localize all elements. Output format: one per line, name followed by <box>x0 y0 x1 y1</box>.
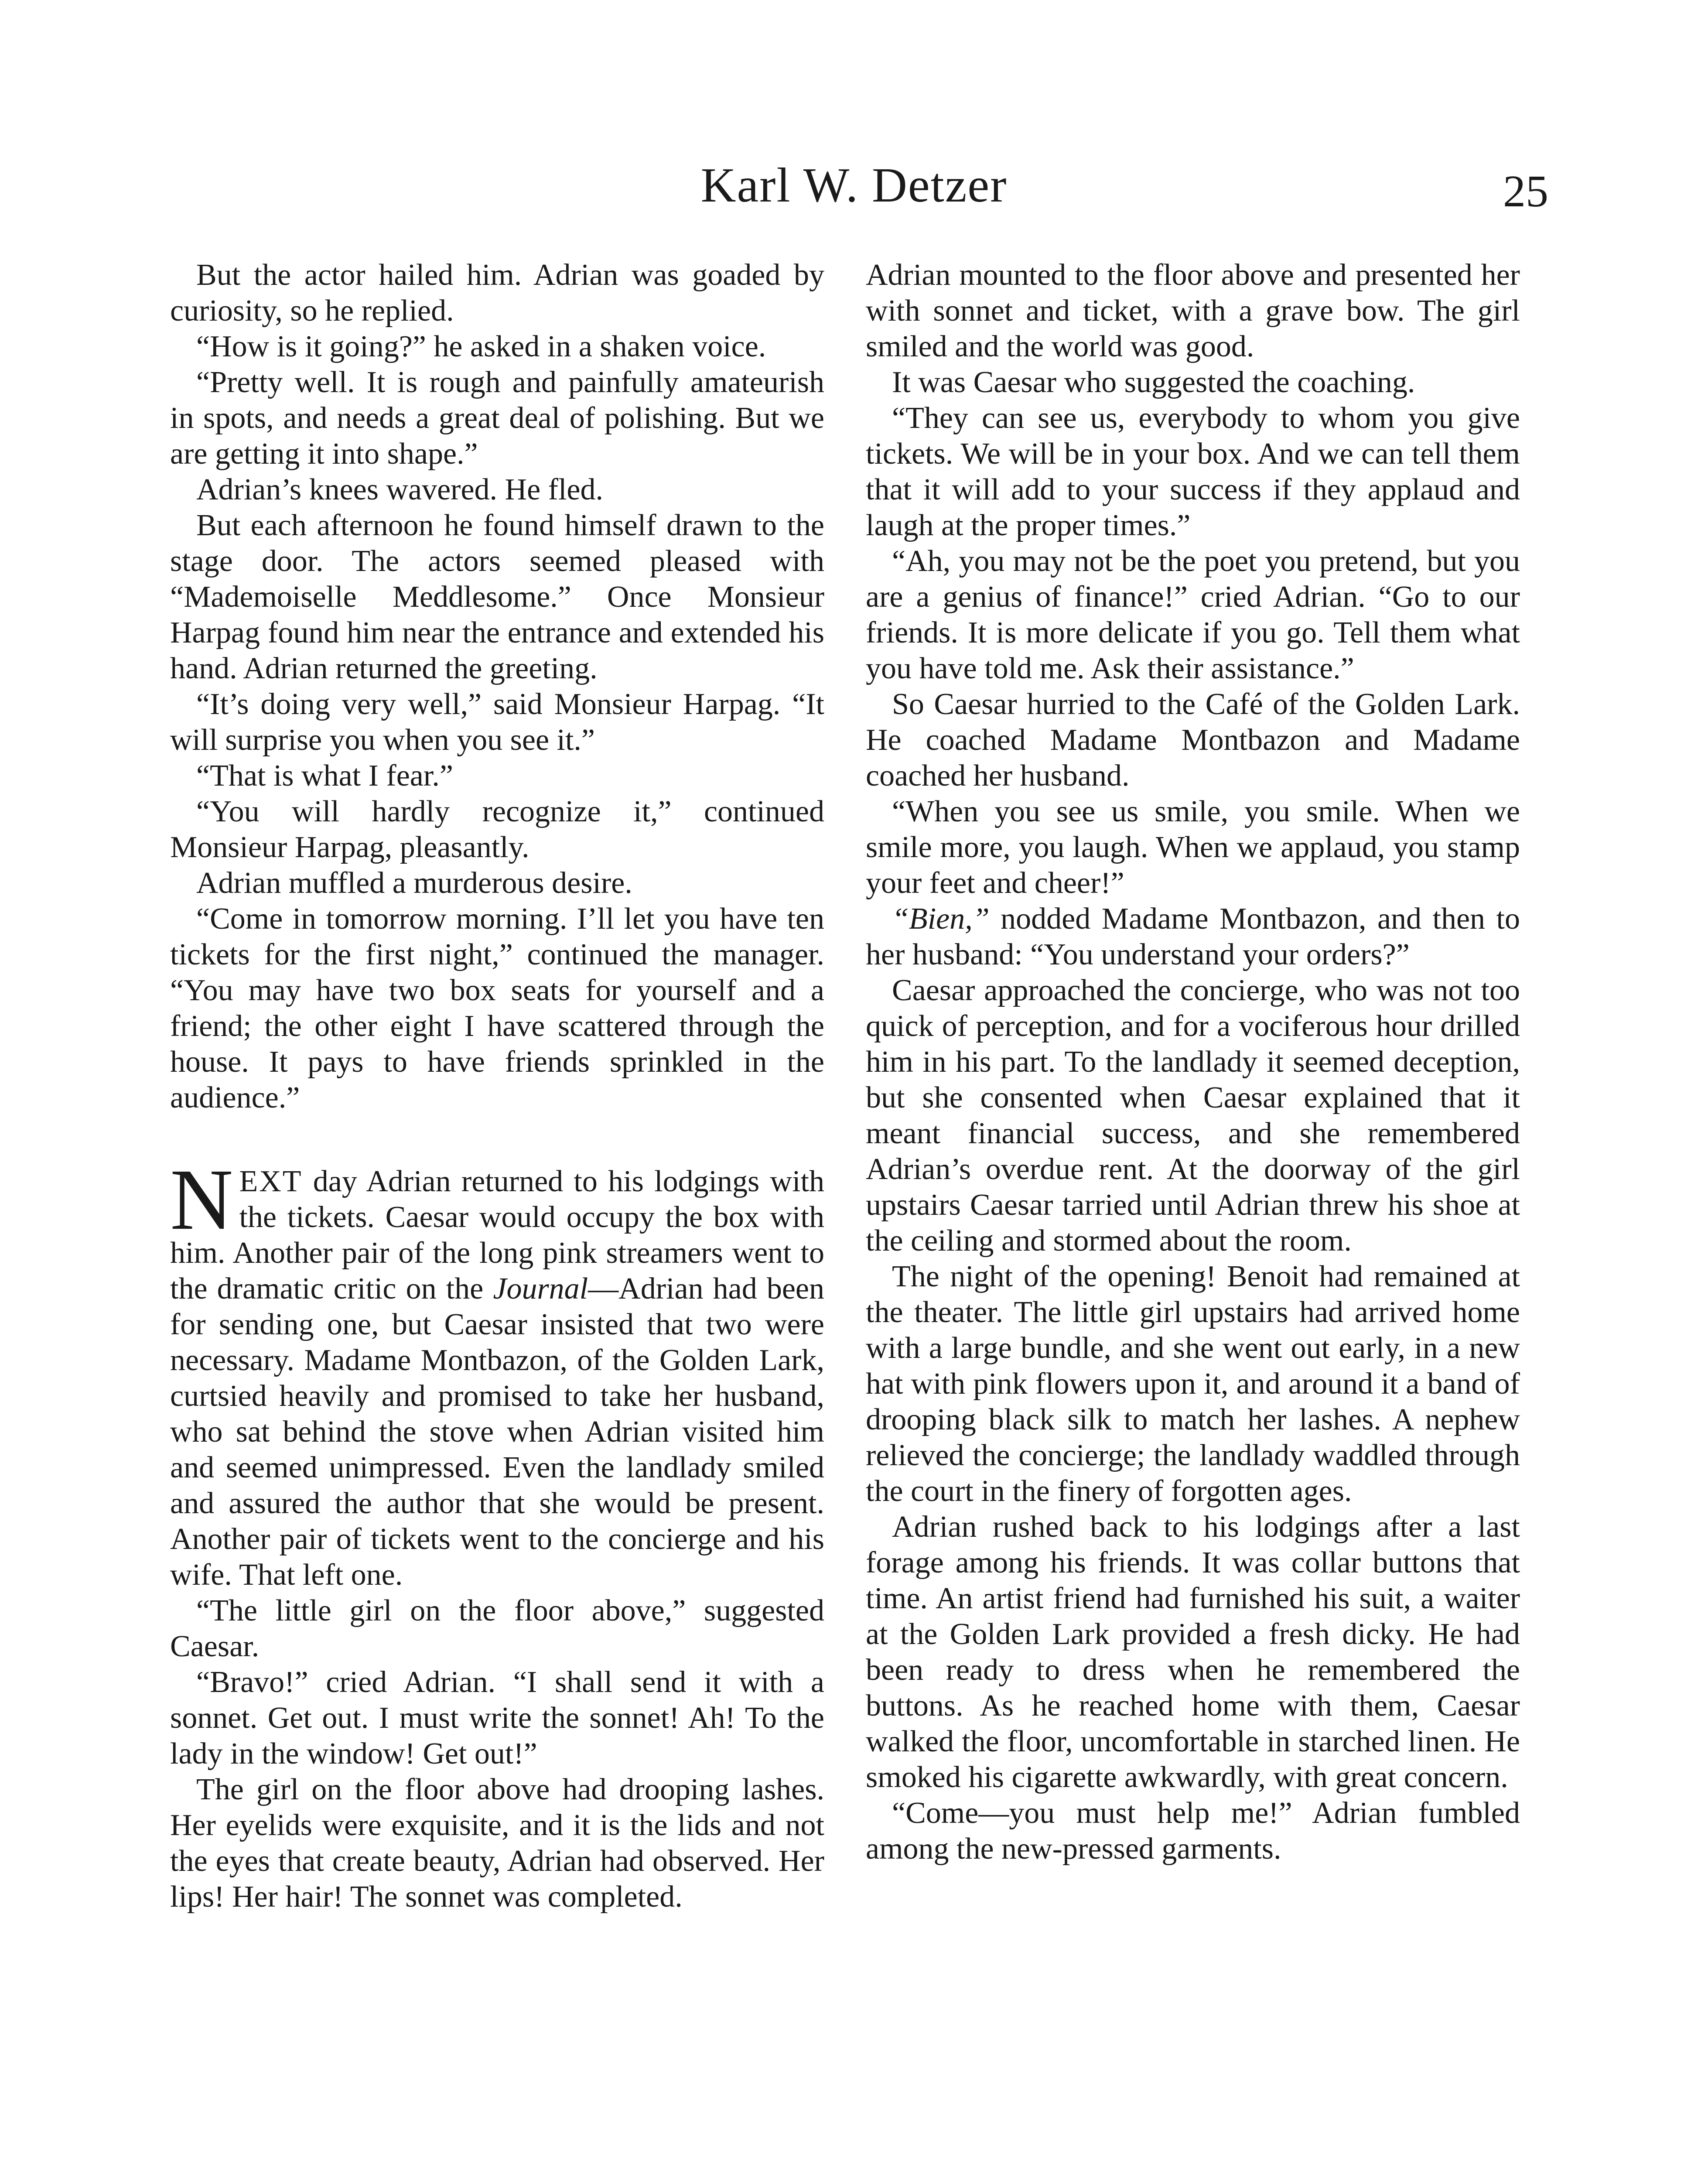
paragraph: “You will hardly recognize it,” continued Monsieur Harpag, pleasantly. <box>170 795 824 864</box>
paragraph-text: —Adrian had been for sending one, but Caesar insisted that two were necessary. Madame Montbazon, of the Golden Lark, curtsied heavily and promised to take her husband, who sat behind the stove when Adrian visited him and seemed unimpressed. Even the landlady smiled and assured the author that she would be present. Another pair of tickets went to the concierge and his wife. That left one. <box>170 1272 824 1592</box>
paragraph: “They can see us, everybody to whom you give tickets. We will be in your box. And we can tell them that it will add to your success if they applaud and laugh at the proper times.” <box>866 401 1520 542</box>
paragraph: Adrian muffled a murderous desire. <box>196 866 632 900</box>
paragraph: It was Caesar who suggested the coaching. <box>892 366 1415 399</box>
section-opening-paragraph <box>170 1152 824 1593</box>
paragraph: “It’s doing very well,” said Monsieur Harpag. “It will surprise you when you see it.” <box>170 687 824 757</box>
journal-title: Journal <box>493 1272 588 1306</box>
paragraph: Caesar approached the concierge, who was not too quick of perception, and for a vociferous hour drilled him in his part. To the landlady it seemed deception, but she consented when Caesar explained that it meant financial success, and she remembered Adrian’s overdue rent. At the doorway of the girl upstairs Caesar tarried until Adrian threw his shoe at the ceiling and stormed about the room. <box>866 974 1520 1258</box>
paragraph: But each afternoon he found himself drawn to the stage door. The actors seemed pleased with “Mademoiselle Meddlesome.” Once Monsieur Harpag found him near the entrance and extended his hand. Adrian returned the greeting. <box>170 509 824 685</box>
paragraph-continued: Adrian mounted to the floor above and presented her with sonnet and ticket, with a grave bow. The girl smiled and the world was good. <box>866 258 1520 363</box>
paragraph: The night of the opening! Benoit had remained at the theater. The little girl upstairs had arrived home with a large bundle, and she went out early, in a new hat with pink flowers upon it, and around it a band of drooping black silk to match her lashes. A nephew relieved the concierge; the landlady waddled through the court in the finery of forgotten ages. <box>866 1260 1520 1508</box>
paragraph-text: day Adrian returned to his lodgings with the tickets. Caesar would occupy the box with him. Another pair of the long pink streamers went to the dramatic critic on the <box>170 1165 824 1306</box>
paragraph: “Come in tomorrow morning. I’ll let you have ten tickets for the first night,” continued the manager. “You may have two box seats for yourself and a friend; the other eight I have scattered through the house. It pays to have friends sprinkled in the audience.” <box>170 902 824 1114</box>
paragraph: “When you see us smile, you smile. When we smile more, you laugh. When we applaud, you stamp your feet and cheer!” <box>866 795 1520 900</box>
paragraph-text: nodded Madame Montbazon, and then to her husband: “You understand your orders?” <box>866 902 1520 971</box>
paragraph: “How is it going?” he asked in a shaken voice. <box>196 330 766 363</box>
paragraph: So Caesar hurried to the Café of the Golden Lark. He coached Madame Montbazon and Madame coached her husband. <box>866 687 1520 793</box>
paragraph: Adrian rushed back to his lodgings after a last forage among his friends. It was collar buttons that time. An artist friend had furnished his suit, a waiter at the Golden Lark provided a fresh dicky. He had been ready to dress when he remembered the buttons. As he reached home with them, Caesar walked the floor, uncomfortable in starched linen. He smoked his cigarette awkwardly, with great concern. <box>866 1510 1520 1794</box>
paragraph: “Ah, you may not be the poet you pretend, but you are a genius of finance!” cried Adrian. “Go to our friends. It is more delicate if you go. Tell them what you have told me. Ask their assistance.” <box>866 544 1520 685</box>
page-number: 25 <box>1503 166 1548 216</box>
right-column <box>866 257 1520 1867</box>
paragraph <box>866 901 1520 973</box>
paragraph: The girl on the floor above had drooping lashes. Her eyelids were exquisite, and it is the lids and not the eyes that create beauty, Adrian had observed. Her lips! Her hair! The sonnet was completed. <box>170 1773 824 1914</box>
running-header-title: Karl W. Detzer <box>700 158 1008 212</box>
paragraph: “That is what I fear.” <box>196 759 453 793</box>
bien-italic: “Bien,” <box>892 902 990 936</box>
drop-cap: N <box>170 1152 233 1248</box>
paragraph: “Come—you must help me!” Adrian fumbled among the new-pressed garments. <box>866 1796 1520 1866</box>
paragraph: “Bravo!” cried Adrian. “I shall send it with a sonnet. Get out. I must write the sonnet! Ah! To the lady in the window! Get out!” <box>170 1665 824 1771</box>
section-break <box>170 1116 824 1164</box>
lead-caps: EXT <box>239 1165 303 1198</box>
left-column <box>170 257 824 1915</box>
paragraph: But the actor hailed him. Adrian was goaded by curiosity, so he replied. <box>170 258 824 328</box>
paragraph: Adrian’s knees wavered. He fled. <box>196 473 603 506</box>
paragraph: “Pretty well. It is rough and painfully amateurish in spots, and needs a great deal of polishing. But we are getting it into shape.” <box>170 366 824 471</box>
paragraph: “The little girl on the floor above,” suggested Caesar. <box>170 1594 824 1663</box>
